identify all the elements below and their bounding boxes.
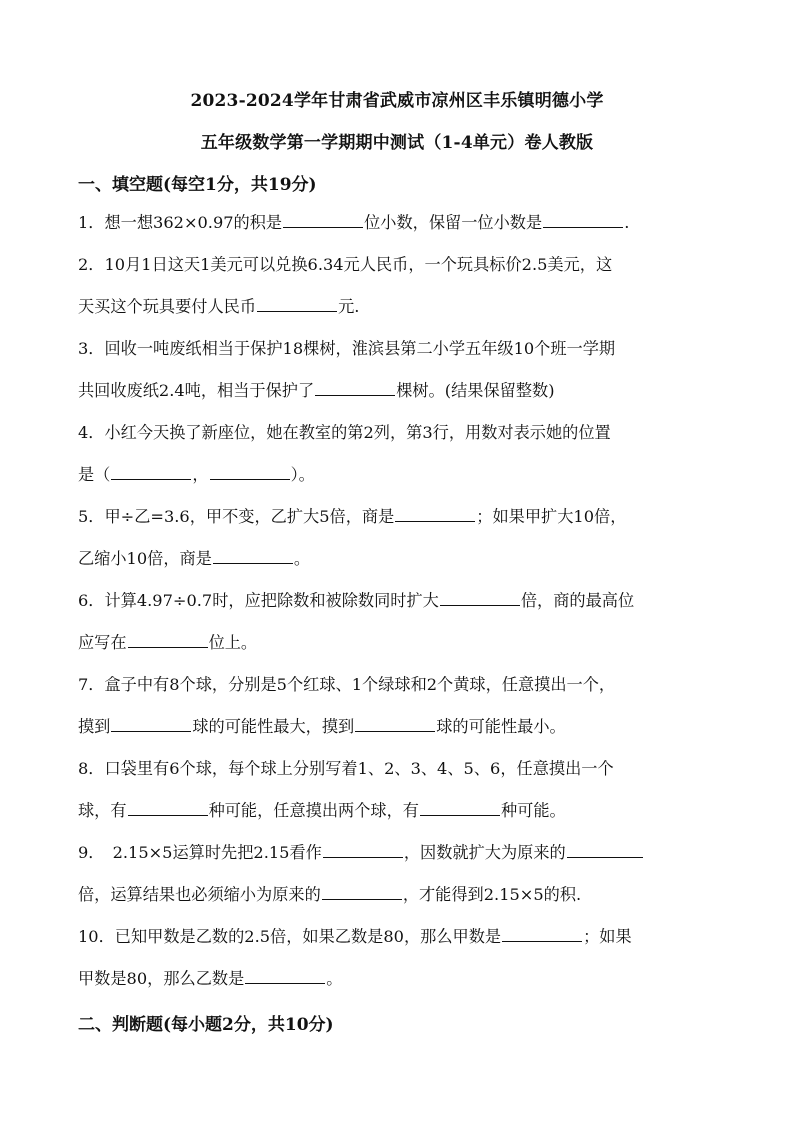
answer-blank[interactable] [355, 716, 435, 732]
q10-text-c: 甲数是80，那么乙数是 [78, 969, 245, 988]
q8-text-b: 种可能，任意摸出两个球，有 [208, 801, 419, 820]
answer-blank[interactable] [128, 632, 208, 648]
answer-blank[interactable] [440, 590, 520, 606]
section-heading-fill-in: 一、填空题(每空1分，共19分) [78, 175, 317, 195]
q8-text-a: 球，有 [78, 801, 127, 820]
question-6-line1 [78, 590, 634, 612]
q10-text-a: 10．已知甲数是乙数的2.5倍，如果乙数是80，那么甲数是 [78, 927, 502, 946]
question-7-line2 [78, 716, 566, 738]
q10-text-d: 。 [326, 969, 343, 988]
q3-text-a: 共回收废纸2.4吨，相当于保护了 [78, 381, 315, 400]
section-heading-true-false: 二、判断题(每小题2分，共10分) [78, 1015, 334, 1035]
q6-text-a: 6．计算4.97÷0.7时，应把除数和被除数同时扩大 [78, 591, 439, 610]
answer-blank[interactable] [315, 380, 395, 396]
question-10-line2 [78, 968, 342, 990]
q4-text-c: ）。 [290, 465, 315, 484]
q9-text-c: 倍，运算结果也必须缩小为原来的 [78, 885, 321, 904]
answer-blank[interactable] [257, 296, 337, 312]
q1-text-c: . [624, 213, 630, 232]
answer-blank[interactable] [395, 506, 475, 522]
q9-text-d: ，才能得到2.15×5的积. [402, 885, 582, 904]
q6-text-d: 位上。 [208, 633, 258, 652]
answer-blank[interactable] [567, 842, 643, 858]
q8-text-c: 种可能。 [501, 801, 566, 820]
q6-text-b: 倍，商的最高位 [520, 591, 635, 610]
q2-text-b: 元. [338, 297, 360, 316]
q10-text-b: ；如果 [583, 927, 632, 946]
question-5-line2 [78, 548, 310, 570]
question-2-line1: 2．10月1日这天1美元可以兑换6.34元人民币，一个玩具标价2.5美元，这 [78, 255, 613, 274]
answer-blank[interactable] [322, 884, 402, 900]
q1-text-b: 位小数，保留一位小数是 [364, 213, 543, 232]
answer-blank[interactable] [111, 464, 191, 480]
answer-blank[interactable] [111, 716, 191, 732]
q5-text-d: 。 [293, 549, 311, 568]
q1-text-a: 1．想一想362×0.97的积是 [78, 213, 283, 232]
question-7-line1: 7．盒子中有8个球，分别是5个红球、1个绿球和2个黄球，任意摸出一个， [78, 675, 616, 694]
q3-text-b: 棵树。(结果保留整数) [396, 381, 555, 400]
question-3-line1: 3．回收一吨废纸相当于保护18棵树，淮滨县第二小学五年级10个班一学期 [78, 339, 616, 358]
q5-text-c: 乙缩小10倍，商是 [78, 549, 212, 568]
question-9-line2 [78, 884, 581, 906]
q4-text-b: ， [192, 465, 209, 484]
answer-blank[interactable] [323, 842, 403, 858]
question-4-line1: 4．小红今天换了新座位，她在教室的第2列，第3行，用数对表示她的位置 [78, 423, 611, 442]
question-8-line2 [78, 800, 566, 822]
q2-text-a: 天买这个玩具要付人民币 [78, 297, 257, 316]
answer-blank[interactable] [245, 968, 325, 984]
q9-text-b: ，因数就扩大为原来的 [403, 843, 566, 862]
question-9-line1 [78, 842, 644, 864]
question-4-line2 [78, 464, 315, 486]
question-10-line1 [78, 926, 632, 948]
question-5-line1 [78, 506, 626, 528]
answer-blank[interactable] [210, 464, 290, 480]
answer-blank[interactable] [420, 800, 500, 816]
q5-text-a: 5．甲÷乙=3.6，甲不变，乙扩大5倍，商是 [78, 507, 395, 526]
q7-text-c: 球的可能性最小。 [436, 717, 566, 736]
answer-blank[interactable] [543, 212, 623, 228]
question-1 [78, 212, 629, 234]
answer-blank[interactable] [213, 548, 293, 564]
q7-text-a: 摸到 [78, 717, 111, 736]
question-2-line2 [78, 296, 359, 318]
exam-title-line1: 2023-2024学年甘肃省武威市凉州区丰乐镇明德小学 [190, 91, 604, 111]
q9-text-a: 9． 2.15×5运算时先把2.15看作 [78, 843, 322, 862]
q5-text-b: ；如果甲扩大10倍， [476, 507, 627, 526]
question-6-line2 [78, 632, 257, 654]
q7-text-b: 球的可能性最大，摸到 [192, 717, 355, 736]
exam-title-line2: 五年级数学第一学期期中测试（1-4单元）卷人教版 [200, 133, 594, 153]
answer-blank[interactable] [283, 212, 363, 228]
answer-blank[interactable] [128, 800, 208, 816]
question-3-line2 [78, 380, 555, 402]
q4-text-a: 是（ [78, 465, 111, 484]
question-8-line1: 8．口袋里有6个球，每个球上分别写着1、2、3、4、5、6，任意摸出一个 [78, 759, 614, 778]
q6-text-c: 应写在 [78, 633, 127, 652]
answer-blank[interactable] [502, 926, 582, 942]
